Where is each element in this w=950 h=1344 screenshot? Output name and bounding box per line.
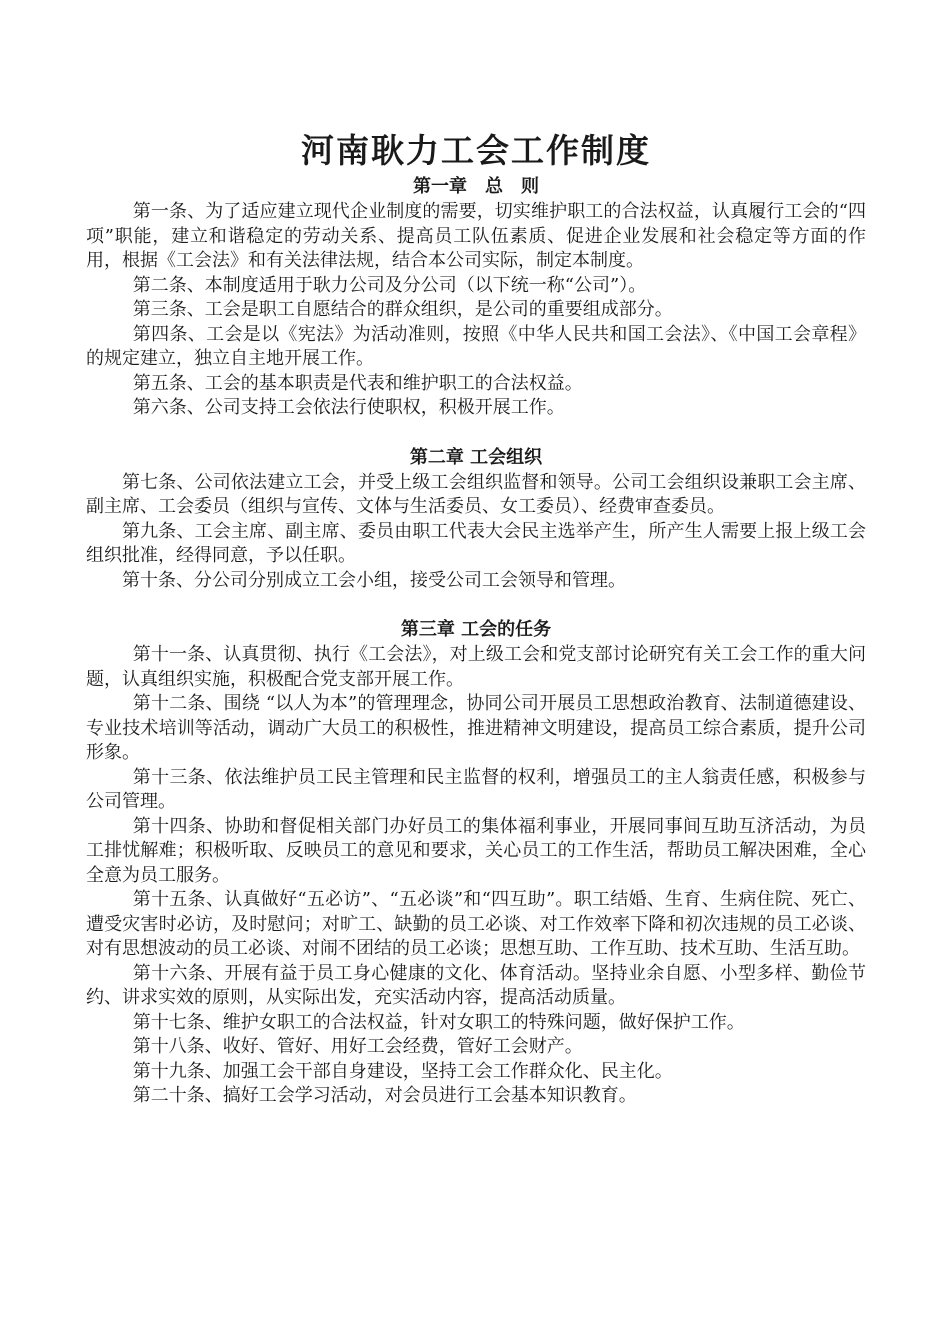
- article-15: 第十五条、认真做好“五必访”、“五必谈”和“四互助”。职工结婚、生育、生病住院、死亡、遭受灾害时必访，及时慰问；对旷工、缺勤的员工必谈、对工作效率下降和初次违规的员工必谈、对有思想波动的员工必谈、对闹不团结的员工必谈；思想互助、工作互助、技术互助、生活互助。: [86, 889, 866, 959]
- article-14: 第十四条、协助和督促相关部门办好员工的集体福利事业，开展同事间互助互济活动，为员工排忧解难；积极听取、反映员工的意见和要求，关心员工的工作生活，帮助员工解决困难，全心全意为员工服务。: [86, 815, 866, 886]
- document-page: [86, 128, 866, 1109]
- chapter-heading: 第二章 工会组织: [409, 446, 543, 468]
- article-5: 第五条、工会的基本职责是代表和维护职工的合法权益。: [132, 372, 583, 394]
- article-18: 第十八条、收好、管好、用好工会经费，管好工会财产。: [132, 1036, 583, 1057]
- article-13: 第十三条、依法维护员工民主管理和民主监督的权利，增强员工的主人翁责任感，积极参与公司管理。: [86, 766, 866, 812]
- article-17: 第十七条、维护女职工的合法权益，针对女职工的特殊问题，做好保护工作。: [132, 1011, 745, 1033]
- document-title: 河南耿力工会工作制度: [301, 131, 651, 170]
- article-10: 第十条、分公司分别成立工会小组，接受公司工会领导和管理。: [122, 569, 626, 591]
- chapter-1: [86, 174, 866, 421]
- chapter-2: [86, 445, 866, 594]
- article-11: 第十一条、认真贯彻、执行《工会法》，对上级工会和党支部讨论研究有关工会工作的重大问题，认真组织实施，积极配合党支部开展工作。: [86, 644, 866, 690]
- article-12: 第十二条、围绕 “以人为本”的管理理念，协同公司开展员工思想政治教育、法制道德建设、专业技术培训等活动，调动广大员工的积极性，推进精神文明建设，提高员工综合素质，提升公司形象。: [86, 693, 866, 763]
- chapter-heading: 第三章 工会的任务: [400, 619, 552, 640]
- chapter-3: [86, 617, 866, 1109]
- article-6: 第六条、公司支持工会依法行使职权，积极开展工作。: [132, 397, 565, 418]
- article-20: 第二十条、搞好工会学习活动，对会员进行工会基本知识教育。: [132, 1085, 637, 1106]
- article-2: 第二条、本制度适用于耿力公司及分公司（以下统一称“公司”）。: [132, 274, 647, 296]
- article-3: 第三条、工会是职工自愿结合的群众组织，是公司的重要组成部分。: [132, 299, 673, 320]
- article-16: 第十六条、开展有益于员工身心健康的文化、体育活动。坚持业余自愿、小型多样、勤俭节约、讲求实效的原则，从实际出发，充实活动内容，提高活动质量。: [86, 962, 866, 1008]
- chapter-heading: 第一章 总 则: [413, 176, 539, 197]
- article-19: 第十九条、加强工会干部自身建设，坚持工会工作群众化、民主化。: [132, 1060, 673, 1082]
- article-1: 第一条、为了适应建立现代企业制度的需要，切实维护职工的合法权益，认真履行工会的“四项”职能，建立和谐稳定的劳动关系、提高员工队伍素质、促进企业发展和社会稳定等方面的作用，根据《工会法》和有关法律法规，结合本公司实际，制定本制度。: [86, 201, 866, 271]
- article-9: 第九条、工会主席、副主席、委员由职工代表大会民主选举产生，所产生人需要上报上级工会组织批准，经得同意，予以任职。: [86, 520, 866, 566]
- article-7: 第七条、公司依法建立工会，并受上级工会组织监督和领导。公司工会组织设兼职工会主席、副主席、工会委员（组织与宣传、文体与生活委员、女工委员）、经费审查委员。: [86, 471, 866, 517]
- article-4: 第四条、工会是以《宪法》为活动准则，按照《中华人民共和国工会法》、《中国工会章程》的规定建立，独立自主地开展工作。: [86, 323, 866, 369]
